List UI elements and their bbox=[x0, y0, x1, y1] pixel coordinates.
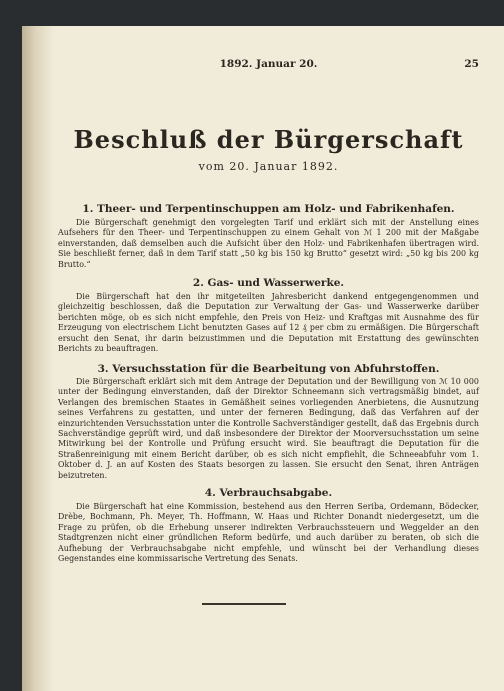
running-head-date: 1892. Januar 20. bbox=[219, 58, 318, 70]
book-page bbox=[22, 26, 504, 691]
document-title: Beschluß der Bürgerschaft bbox=[73, 125, 464, 154]
section-heading-4: 4. Verbrauchsabgabe. bbox=[204, 487, 333, 499]
section-paragraph-2: Die Bürgerschaft hat den ihr mitgeteilten Jahresbericht dankend entgegengenommen und gleichzeitig beschlossen, daß die Deputation zur Verwaltung der Gas- und Wasserwerke darüber berichten möge, ob es sich nicht empfehle, den Preis von Heiz- und Kraftgas mit Ausnahme des für Erzeugung von electrischem Licht benutzten Gases auf 12 ₰ per cbm zu ermäßigen. Die Bürgerschaft ersucht den Senat, ihr darin beizustimmen und die Deputation mit Erstattung des gewünschten Berichts zu beauftragen. bbox=[58, 292, 479, 354]
page-number: 25 bbox=[464, 58, 479, 70]
running-head bbox=[58, 58, 479, 72]
document-date: vom 20. Januar 1892. bbox=[198, 160, 339, 173]
closing-rule bbox=[202, 603, 286, 605]
section-paragraph-3: Die Bürgerschaft erklärt sich mit dem Antrage der Deputation und der Bewilligung von ℳ 10 000 unter der Bedingung einverstanden, daß der Direktor Schneemann sich vertragsmäßig bindet, auf Verlangen des bremischen Staates in Gemäßheit seines vorliegenden Anerbietens, die Ausnutzung seines Verfahrens zu gestatten, und unter der ferneren Bedingung, daß das Verfahren auf der einzurichtenden Versuchsstation unter die Kontrolle Sachverständiger gestellt, daß das Ergebnis durch Sachverständige geprüft wird, und daß insbesondere der Direktor der Moorversuchsstation um seine Mitwirkung bei der Kontrolle und Prüfung ersucht wird. Sie beauftragt die Deputation für die Straßenreinigung mit einem Bericht darüber, ob es sich nicht empfiehlt, die Schneeabfuhr vom 1. Oktober d. J. an auf Kosten des Staats besorgen zu lassen. Sie ersucht den Senat, ihren Anträgen beizutreten. bbox=[58, 377, 479, 480]
section-heading-3: 3. Versuchsstation für die Bearbeitung von Abfuhrstoffen. bbox=[97, 363, 440, 375]
page-gutter bbox=[22, 26, 52, 691]
section-paragraph-1: Die Bürgerschaft genehmigt den vorgelegten Tarif und erklärt sich mit der Anstellung eines Aufsehers für den Theer- und Terpentinschuppen zu einem Gehalt von ℳ 1 200 mit der Maßgabe einverstanden, daß demselben auch die Aufsicht über den Holz- und Fabrikenhafen übertragen wird. Sie beschließt ferner, daß in dem Tarif statt „50 kg bis 150 kg Brutto“ gesetzt wird: „50 kg bis 200 kg Brutto.“ bbox=[58, 218, 479, 269]
section-paragraph-4: Die Bürgerschaft hat eine Kommission, bestehend aus den Herren Seriba, Ordemann, Bödecker, Drèbe, Bochmann, Ph. Meyer, Th. Hoffmann, W. Haas und Richter Donandt niedergesetzt, um die Frage zu prüfen, ob die Erhebung unserer indirekten Verbrauchssteuern und Weggelder an den Stadtgrenzen nicht einer gründlichen Reform bedürfe, und auch darüber zu beraten, ob sich die Aufhebung der Verbrauchsabgabe nicht empfehle, und wünscht bei der Verhandlung dieses Gegenstandes eine kommissarische Vertretung des Senats. bbox=[58, 502, 479, 564]
section-heading-1: 1. Theer- und Terpentinschuppen am Holz- und Fabrikenhafen. bbox=[82, 203, 455, 215]
section-heading-2: 2. Gas- und Wasserwerke. bbox=[192, 277, 345, 289]
